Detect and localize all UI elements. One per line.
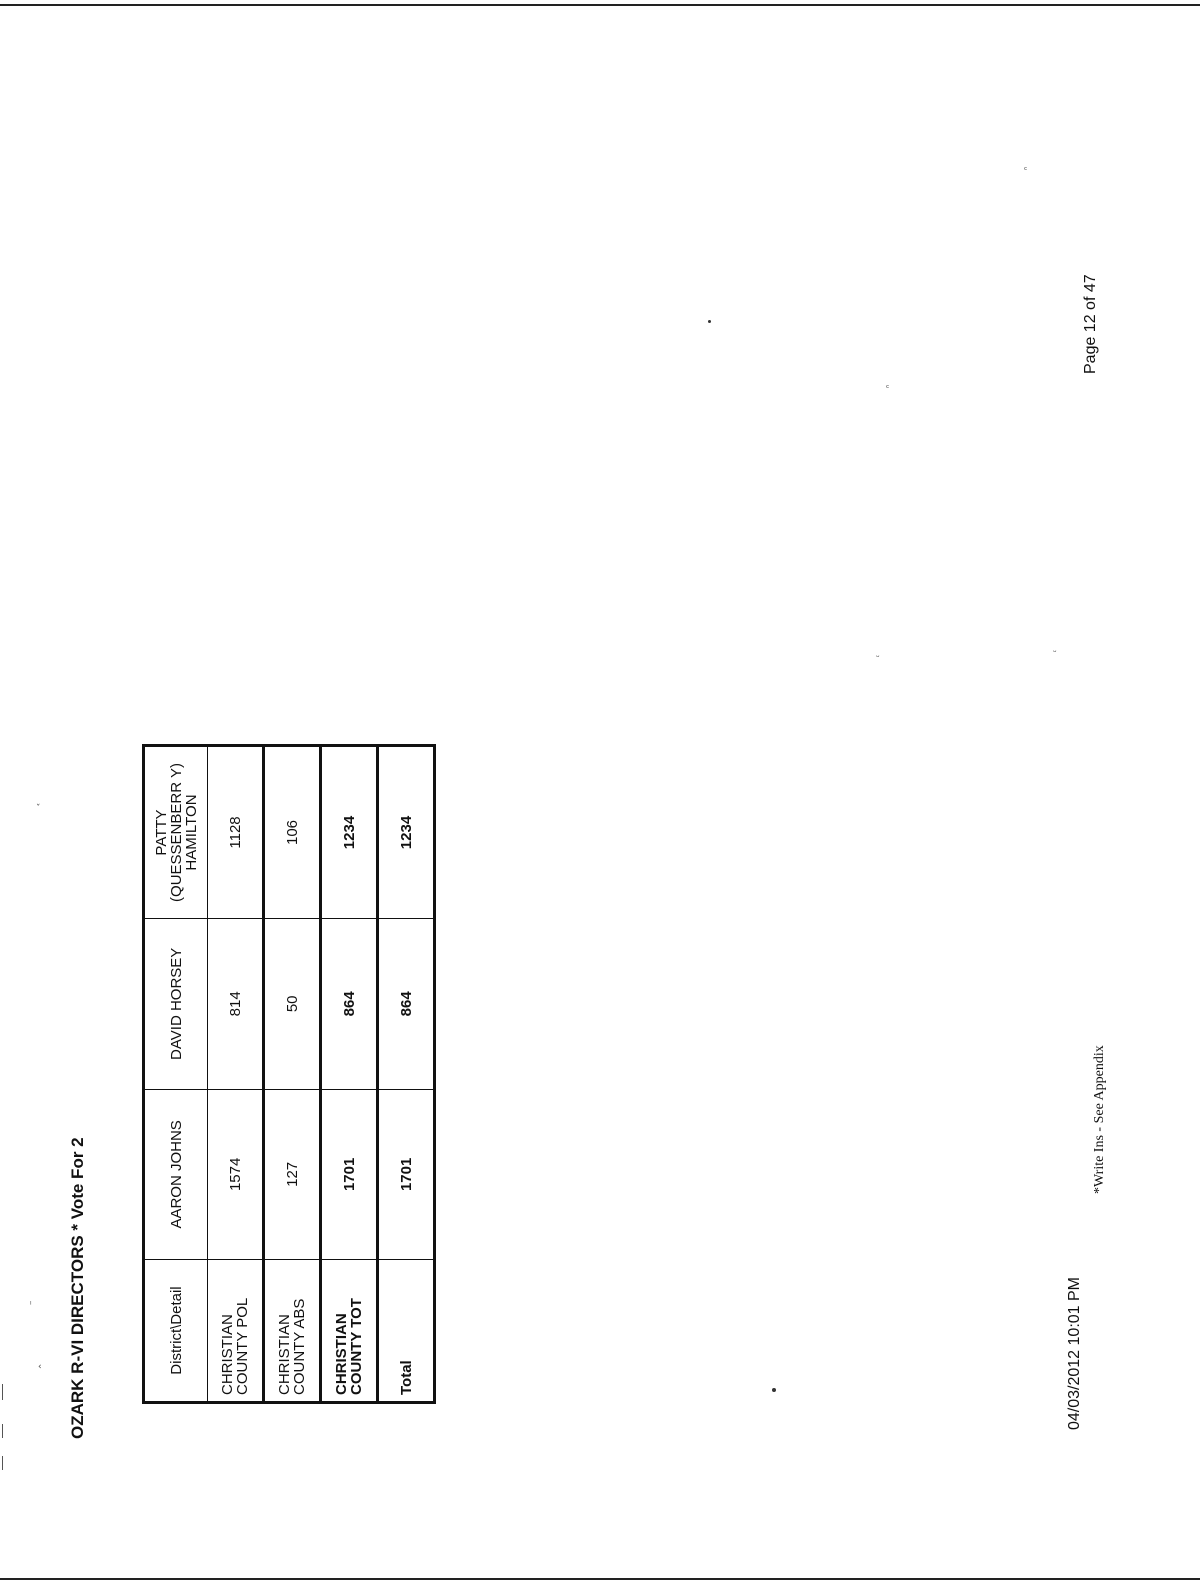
row-label: CHRISTIAN COUNTY ABS	[264, 1260, 321, 1403]
page-number: Page 12 of 47	[1082, 274, 1099, 374]
cell-value: 50	[264, 918, 321, 1089]
write-ins-note: *Write Ins - See Appendix	[1092, 1045, 1107, 1194]
cell-value: 127	[264, 1089, 321, 1259]
scan-speck: ᶜ	[1024, 166, 1028, 176]
report-timestamp: 04/03/2012 10:01 PM	[1066, 1276, 1083, 1430]
report-title: OZARK R-VI DIRECTORS * Vote For 2	[68, 1137, 87, 1439]
cell-value: 1701	[321, 1089, 378, 1259]
table-row	[264, 746, 321, 1403]
cell-value: 1234	[378, 746, 435, 919]
scan-speck: ᵎ	[30, 1300, 32, 1310]
table-row	[321, 746, 378, 1403]
table-row	[378, 746, 435, 1403]
row-label: Total	[378, 1260, 435, 1403]
cell-value: 864	[321, 918, 378, 1089]
header-david-horsey: DAVID HORSEY	[144, 918, 208, 1089]
scan-speck: ᵕ	[1053, 648, 1057, 658]
cell-value: 1234	[321, 746, 378, 919]
table-header-row	[144, 746, 208, 1403]
row-label: CHRISTIAN COUNTY TOT	[321, 1260, 378, 1403]
cell-value: 814	[208, 918, 264, 1089]
row-label: CHRISTIAN COUNTY POL	[208, 1260, 264, 1403]
scan-speck: ‹	[38, 1362, 42, 1372]
table-row	[208, 746, 264, 1403]
cell-value: 1701	[378, 1089, 435, 1259]
header-aaron-johns: AARON JOHNS	[144, 1089, 208, 1259]
header-patty-hamilton: PATTY (QUESSENBERR Y) HAMILTON	[144, 746, 208, 919]
results-table	[142, 744, 436, 1404]
cell-value: 864	[378, 918, 435, 1089]
cell-value: 106	[264, 746, 321, 919]
scan-speck: ᶜ	[886, 384, 890, 394]
header-district: District\Detail	[144, 1260, 208, 1403]
cell-value: 1574	[208, 1089, 264, 1259]
cell-value: 1128	[208, 746, 264, 919]
scan-speck: ˇ	[36, 804, 41, 814]
scan-speck: ᵕ	[876, 653, 880, 663]
